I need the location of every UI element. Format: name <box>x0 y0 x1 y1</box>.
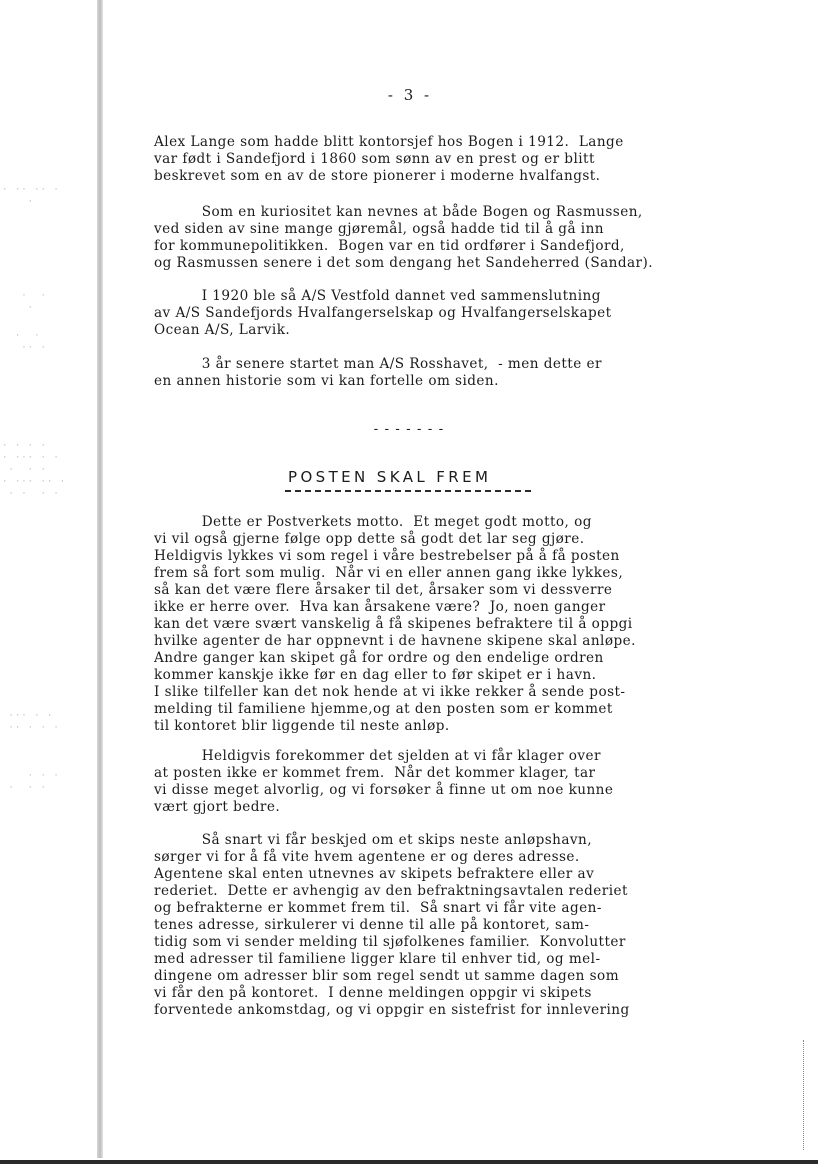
text-line: så kan det være flere årsaker til det, årsaker som vi dessverre <box>154 582 613 598</box>
text-line: dingene om adresser blir som regel sendt ut samme dagen som <box>154 968 620 984</box>
text-line: tenes adresse, sirkulerer vi denne til alle på kontoret, sam- <box>154 917 590 933</box>
text-line: hvilke agenter de har oppnevnt i de havnene skipene skal anløpe. <box>154 633 636 649</box>
bleed-through-marks: ··· · · ·· · · · <box>8 711 60 733</box>
paragraph <box>154 832 710 1019</box>
text-line: I 1920 ble så A/S Vestfold dannet ved sammenslutning <box>154 288 601 304</box>
text-line: med adresser til familiene ligger klare til enhver tid, og mel- <box>154 951 601 967</box>
bleed-through-marks: · · ·· · <box>14 331 47 353</box>
text-line: en annen historie som vi kan fortelle om siden. <box>154 373 499 389</box>
paragraph <box>154 204 710 272</box>
paragraph <box>154 748 710 816</box>
scan-bottom-edge <box>0 1160 818 1164</box>
text-line: vært gjort bedre. <box>154 799 281 815</box>
text-line: av A/S Sandefjords Hvalfangerselskap og Hvalfangerselskapet <box>154 305 612 321</box>
scan-margin-marks <box>803 1040 807 1150</box>
text-line: Heldigvis lykkes vi som regel i våre bestrebelser på å få posten <box>154 548 620 564</box>
bleed-through-marks: · · · <box>21 291 47 313</box>
text-line: Ocean A/S, Larvik. <box>154 322 291 338</box>
text-line: var født i Sandefjord i 1860 som sønn av en prest og er blitt <box>154 151 595 167</box>
text-line: vi disse meget alvorlig, og vi forsøker å finne ut om noe kunne <box>154 782 614 798</box>
text-line: og befrakterne er kommet frem til. Så snart vi får vite agen- <box>154 900 602 916</box>
text-line: kan det være svært vanskelig å få skipenes befraktere til å oppgi <box>154 616 633 632</box>
scan-binding-edge <box>97 0 103 1158</box>
paragraph <box>154 356 710 390</box>
text-line: at posten ikke er kommet frem. Når det kommer klager, tar <box>154 765 596 781</box>
text-line: I slike tilfeller kan det nok hende at vi ikke rekker å sende post- <box>154 684 626 700</box>
text-line: melding til familiene hjemme,og at den posten som er kommet <box>154 701 613 717</box>
text-line: til kontoret blir liggende til neste anløp. <box>154 718 450 734</box>
text-line: Som en kuriositet kan nevnes at både Bogen og Rasmussen, <box>154 204 643 220</box>
text-line: ved siden av sine mange gjøremål, også hadde tid til å gå inn <box>154 221 604 237</box>
text-line: beskrevet som en av de store pionerer i moderne hvalfangst. <box>154 168 601 184</box>
text-line: tidig som vi sender melding til sjøfolkenes familier. Konvolutter <box>154 934 626 950</box>
text-line: og Rasmussen senere i det som dengang het Sandeherred (Sandar). <box>154 255 654 271</box>
text-line: rederiet. Dette er avhengig av den befraktningsavtalen rederiet <box>154 883 628 899</box>
text-line: vi får den på kontoret. I denne meldingen oppgir vi skipets <box>154 985 592 1001</box>
text-line: 3 år senere startet man A/S Rosshavet, - men dette er <box>154 356 602 372</box>
paragraph <box>154 514 710 735</box>
text-line: for kommunepolitikken. Bogen var en tid ordfører i Sandefjord, <box>154 238 625 254</box>
bleed-through-marks: · · · · · ··· · · · · · · ··· ·· · · · · · <box>2 441 67 499</box>
section-divider: ------- <box>372 422 448 437</box>
text-line: Agentene skal enten utnevnes av skipets befraktere eller av <box>154 866 595 882</box>
bleed-through-marks: · ·· ·· · · <box>2 185 60 207</box>
text-line: frem så fort som mulig. Når vi en eller annen gang ikke lykkes, <box>154 565 624 581</box>
text-line: Alex Lange som hadde blitt kontorsjef hos Bogen i 1912. Lange <box>154 134 624 150</box>
text-line: ikke er herre over. Hva kan årsakene være? Jo, noen ganger <box>154 599 606 615</box>
text-line: forventede ankomstdag, og vi oppgir en sistefrist for innlevering <box>154 1002 630 1018</box>
bleed-through-marks: · · · · · · <box>8 771 60 793</box>
heading-underline <box>285 490 531 492</box>
text-line: Dette er Postverkets motto. Et meget godt motto, og <box>154 514 592 530</box>
text-line: Heldigvis forekommer det sjelden at vi får klager over <box>154 748 601 764</box>
paragraph <box>154 288 710 339</box>
text-line: sørger vi for å få vite hvem agentene er og deres adresse. <box>154 849 580 865</box>
text-line: kommer kanskje ikke før en dag eller to før skipet er i havn. <box>154 667 597 683</box>
page-number: - 3 - <box>387 86 433 104</box>
text-line: vi vil også gjerne følge opp dette så godt det lar seg gjøre. <box>154 531 585 547</box>
section-heading: POSTEN SKAL FREM <box>288 468 492 486</box>
paragraph <box>154 134 710 185</box>
text-line: Andre ganger kan skipet gå for ordre og den endelige ordren <box>154 650 604 666</box>
text-line: Så snart vi får beskjed om et skips neste anløpshavn, <box>154 832 593 848</box>
